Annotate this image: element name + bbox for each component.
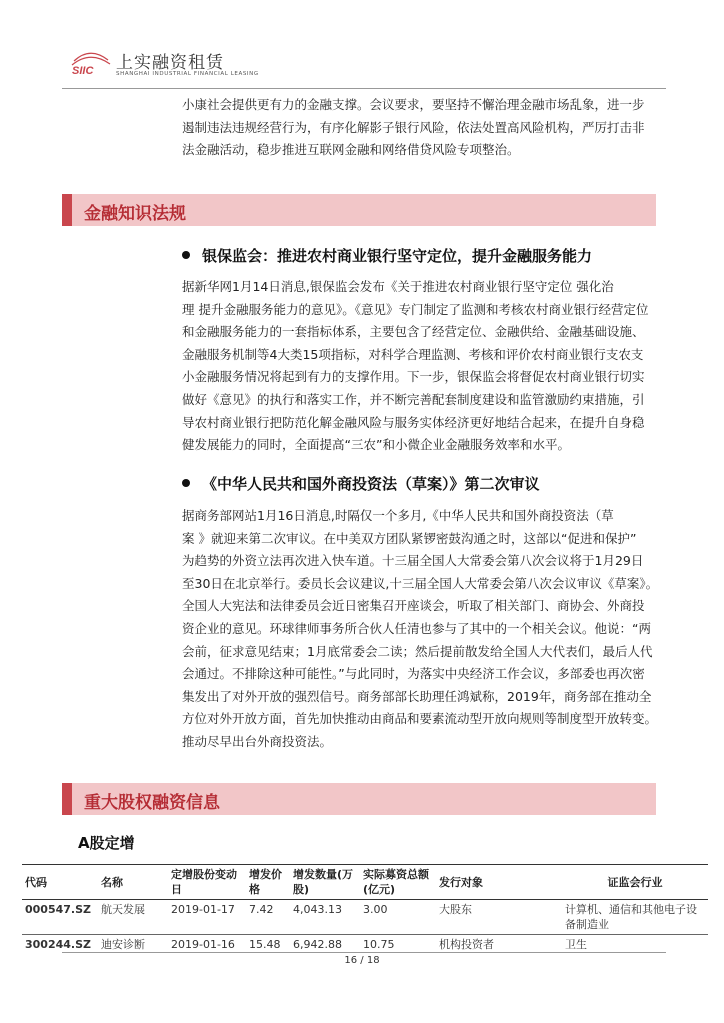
industry: 卫生 bbox=[565, 938, 587, 951]
column-header: 实际募资总额(亿元) bbox=[360, 865, 436, 900]
paragraph-line: 为趋势的外资立法再次进入快车道。十三届全国人大常委会第八次会议将于1月29日 bbox=[182, 553, 644, 569]
column-header: 增发价格 bbox=[246, 865, 290, 900]
section-header-equity-financing bbox=[62, 783, 656, 815]
article-title bbox=[182, 473, 540, 494]
company-name: 航天发展 bbox=[98, 900, 168, 935]
stock-code: 300244.SZ bbox=[25, 938, 91, 951]
logo-abbr: SIIC bbox=[72, 65, 94, 77]
column-header: 名称 bbox=[98, 865, 168, 900]
issue-quantity: 6,942.88 bbox=[293, 938, 342, 951]
article-title bbox=[182, 245, 592, 266]
paragraph-line: 据商务部网站1月16日消息,时隔仅一个多月,《中华人民共和国外商投资法（草 bbox=[182, 508, 614, 523]
paragraph-line: 会通过。不排除这种可能性。”与此同时，为落实中央经济工作会议，多部委也再次密 bbox=[182, 666, 645, 682]
column-header: 定增股份变动日 bbox=[168, 865, 246, 900]
issue-price: 7.42 bbox=[246, 900, 290, 935]
paragraph-line: 导农村商业银行把防范化解金融风险与服务实体经济更好地结合起来，在提升自身稳 bbox=[182, 414, 645, 430]
funds-raised: 10.75 bbox=[363, 938, 395, 951]
subsection-title: A股定增 bbox=[78, 834, 135, 852]
paragraph-line: 方位对外开放方面，首先加快推动由商品和要素流动型开放向规则等制度型开放转变。 bbox=[182, 711, 658, 727]
paragraph-line: 和金融服务能力的一套指标体系，主要包含了经营定位、金融供给、金融基础设施、 bbox=[182, 324, 645, 340]
header-divider bbox=[62, 88, 666, 89]
funds-raised: 3.00 bbox=[360, 900, 436, 935]
paragraph-line: 理 提升金融服务能力的意见》。《意见》专门制定了监测和考核农村商业银行经营定位 bbox=[182, 301, 649, 317]
paragraph-line: 金融服务机制等4大类15项指标，对科学合理监测、考核和评价农村商业银行支农支 bbox=[182, 346, 644, 362]
column-header: 证监会行业 bbox=[562, 865, 708, 900]
paragraph-line: 法金融活动，稳步推进互联网金融和网络借贷风险专项整治。 bbox=[182, 142, 520, 158]
paragraph-line: 集发出了对外开放的强烈信号。商务部部长助理任鸿斌称，2019年，商务部在推动全 bbox=[182, 688, 652, 704]
paragraph-line: 做好《意见》的执行和落实工作，并不断完善配套制度建设和监管激励约束措施，引 bbox=[182, 391, 645, 407]
issue-price: 15.48 bbox=[249, 938, 281, 951]
paragraph-line: 推动尽早出台外商投资法。 bbox=[182, 733, 333, 749]
article-title-text: 银保监会：推进农村商业银行坚守定位，提升金融服务能力 bbox=[202, 247, 593, 265]
company-name: 迪安诊断 bbox=[101, 938, 145, 951]
column-header: 代码 bbox=[22, 865, 98, 900]
paragraph-line: 小康社会提供更有力的金融支撑。会议要求，要坚持不懈治理金融市场乱象，进一步 bbox=[182, 97, 645, 112]
intro-paragraph bbox=[182, 94, 678, 162]
section-accent bbox=[62, 194, 72, 226]
section-title: 重大股权融资信息 bbox=[84, 793, 220, 813]
column-header: 增发数量(万股) bbox=[290, 865, 360, 900]
paragraph-line: 健发展能力的同时，全面提高“三农”和小微企业金融服务效率和水平。 bbox=[182, 437, 570, 453]
stock-code: 000547.SZ bbox=[22, 900, 98, 935]
paragraph-line: 至30日在北京举行。委员长会议建议,十三届全国人大常委会第八次会议审议《草案》。 bbox=[182, 575, 659, 591]
paragraph-line: 全国人大宪法和法律委员会近日密集召开座谈会，听取了相关部门、商协会、外商投 bbox=[182, 598, 645, 614]
column-header: 发行对象 bbox=[436, 865, 562, 900]
private-placement-table bbox=[22, 864, 708, 954]
paragraph-line: 据新华网1月14日消息,银保监会发布《关于推进农村商业银行坚守定位 强化治 bbox=[182, 279, 614, 294]
industry: 计算机、通信和其他电子设备制造业 bbox=[562, 900, 708, 935]
section-accent bbox=[62, 783, 72, 815]
article-body bbox=[182, 505, 678, 754]
siic-logo-icon bbox=[68, 48, 112, 78]
section-title: 金融知识法规 bbox=[84, 204, 186, 224]
change-date: 2019-01-17 bbox=[168, 900, 246, 935]
bullet-icon bbox=[182, 479, 190, 487]
paragraph-line: 遏制违法违规经营行为，有序化解影子银行风险，依法处置高风险机构，严厉打击非 bbox=[182, 119, 645, 135]
paragraph-line: 案 》就迎来第二次审议。在中美双方团队紧锣密鼓沟通之时，这部以“促进和保护” bbox=[182, 530, 637, 546]
section-header-finance-regulation bbox=[62, 194, 656, 226]
table-header-row bbox=[22, 865, 708, 900]
paragraph-line: 会前，征求意见结束；1月底常委会二读；然后提前散发给全国人大代表们，最后人代 bbox=[182, 643, 653, 659]
issue-target: 机构投资者 bbox=[439, 938, 494, 951]
company-logo bbox=[68, 44, 259, 84]
page-number: 16 / 18 bbox=[344, 955, 380, 966]
article-body bbox=[182, 276, 678, 457]
change-date: 2019-01-16 bbox=[171, 938, 235, 951]
issue-quantity: 4,043.13 bbox=[290, 900, 360, 935]
footer-divider bbox=[62, 952, 666, 953]
article-title-text: 《中华人民共和国外商投资法（草案）》第二次审议 bbox=[202, 475, 540, 493]
paragraph-line: 小金融服务情况将起到有力的支撑作用。下一步，银保监会将督促农村商业银行切实 bbox=[182, 369, 645, 385]
bullet-icon bbox=[182, 251, 190, 259]
logo-chinese-name: 上实融资租赁 bbox=[116, 53, 224, 73]
issue-target: 大股东 bbox=[436, 900, 562, 935]
logo-english-name: SHANGHAI INDUSTRIAL FINANCIAL LEASING bbox=[116, 71, 259, 77]
table-row bbox=[22, 900, 708, 935]
paragraph-line: 资企业的意见。环球律师事务所合伙人任清也参与了其中的一个相关会议。他说：“两 bbox=[182, 620, 651, 636]
